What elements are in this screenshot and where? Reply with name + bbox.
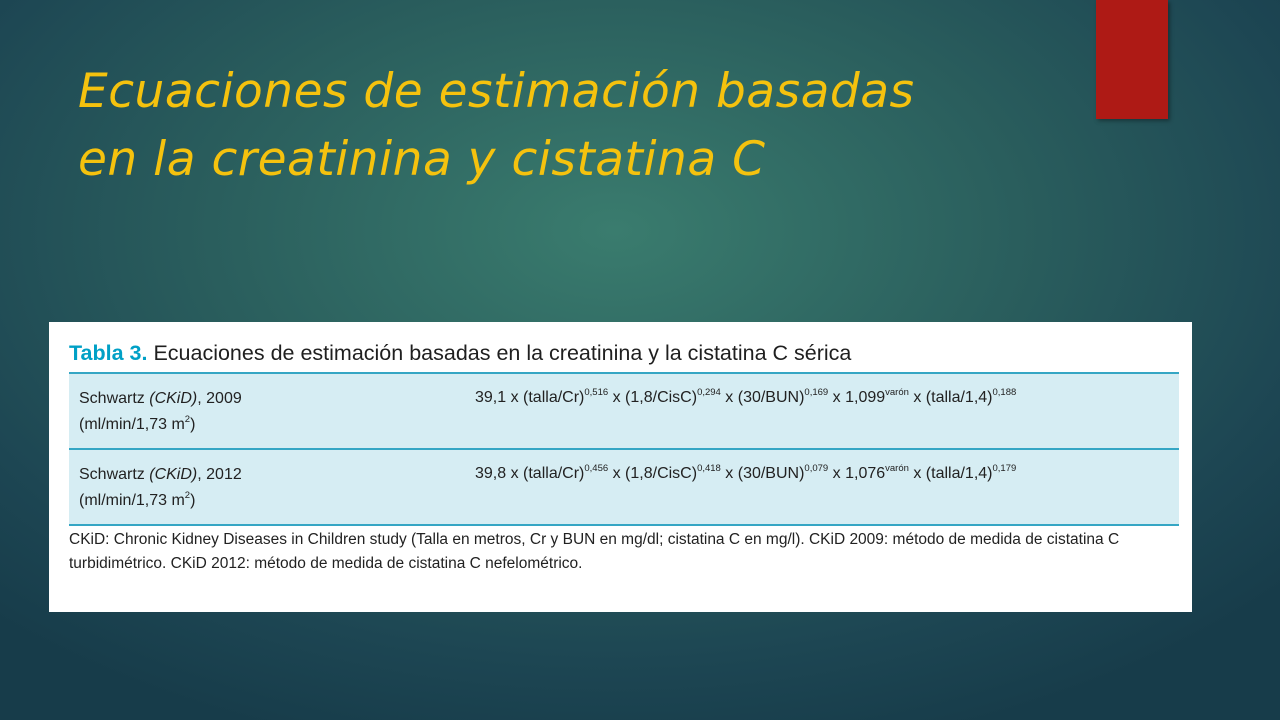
equation-study: (CKiD) — [149, 390, 198, 407]
formula-exponent: 0,169 — [804, 387, 829, 398]
formula-term: x (30/BUN) — [720, 389, 805, 406]
equation-formula-cell — [465, 373, 1179, 449]
equation-year: , 2012 — [197, 466, 242, 483]
title-line-2: en la creatinina y cistatina C — [78, 132, 766, 187]
slide-title — [78, 58, 1088, 194]
formula-exponent: varón — [885, 387, 909, 398]
table-caption-label: Tabla 3. — [69, 341, 148, 365]
equation-units: (ml/min/1,73 m — [79, 416, 185, 433]
table-row — [69, 449, 1179, 525]
table-footnote: CKiD: Chronic Kidney Diseases in Children study (Talla en metros, Cr y BUN en mg/dl; cistatina C en mg/l). CKiD 2009: método de medida de cistatina C turbidimétrico. CKiD 2012: método de medida de cistatina C nefelométrico. — [69, 531, 1120, 572]
accent-bar — [1096, 0, 1168, 119]
units-close: ) — [190, 492, 196, 509]
equation-name: Schwartz — [79, 390, 150, 407]
equation-year: , 2009 — [197, 390, 242, 407]
formula-exponent: 0,179 — [992, 463, 1017, 474]
equations-table — [69, 372, 1179, 526]
formula-term: 39,8 x (talla/Cr) — [475, 465, 585, 482]
formula-exponent: 0,516 — [584, 387, 609, 398]
equation-name-cell — [69, 449, 465, 525]
formula-exponent: 0,079 — [804, 463, 829, 474]
equation-name: Schwartz — [79, 466, 150, 483]
table-image — [49, 322, 1192, 612]
formula-term: x (talla/1,4) — [908, 389, 993, 406]
equation-units: (ml/min/1,73 m — [79, 492, 185, 509]
formula-term: 39,1 x (talla/Cr) — [475, 389, 585, 406]
title-line-1: Ecuaciones de estimación basadas — [78, 64, 915, 119]
formula-term: x (1,8/CisC) — [608, 465, 698, 482]
formula-exponent: varón — [885, 463, 909, 474]
units-close: ) — [190, 416, 196, 433]
formula-term: x (30/BUN) — [720, 465, 805, 482]
units-exponent: 2 — [184, 414, 191, 425]
units-exponent: 2 — [184, 490, 191, 501]
formula-term: x 1,099 — [828, 389, 886, 406]
equation-formula-cell — [465, 449, 1179, 525]
table-caption-text: Ecuaciones de estimación basadas en la creatinina y la cistatina C sérica — [147, 341, 852, 365]
formula-term: x (talla/1,4) — [908, 465, 993, 482]
formula-exponent: 0,294 — [697, 387, 721, 398]
formula-term: x 1,076 — [828, 465, 886, 482]
formula-exponent: 0,456 — [584, 463, 609, 474]
table-row — [69, 373, 1179, 449]
equation-study: (CKiD) — [149, 466, 198, 483]
equation-name-cell — [69, 373, 465, 449]
formula-exponent: 0,188 — [992, 387, 1017, 398]
table-caption — [69, 341, 851, 366]
formula-term: x (1,8/CisC) — [608, 389, 698, 406]
formula-exponent: 0,418 — [697, 463, 721, 474]
